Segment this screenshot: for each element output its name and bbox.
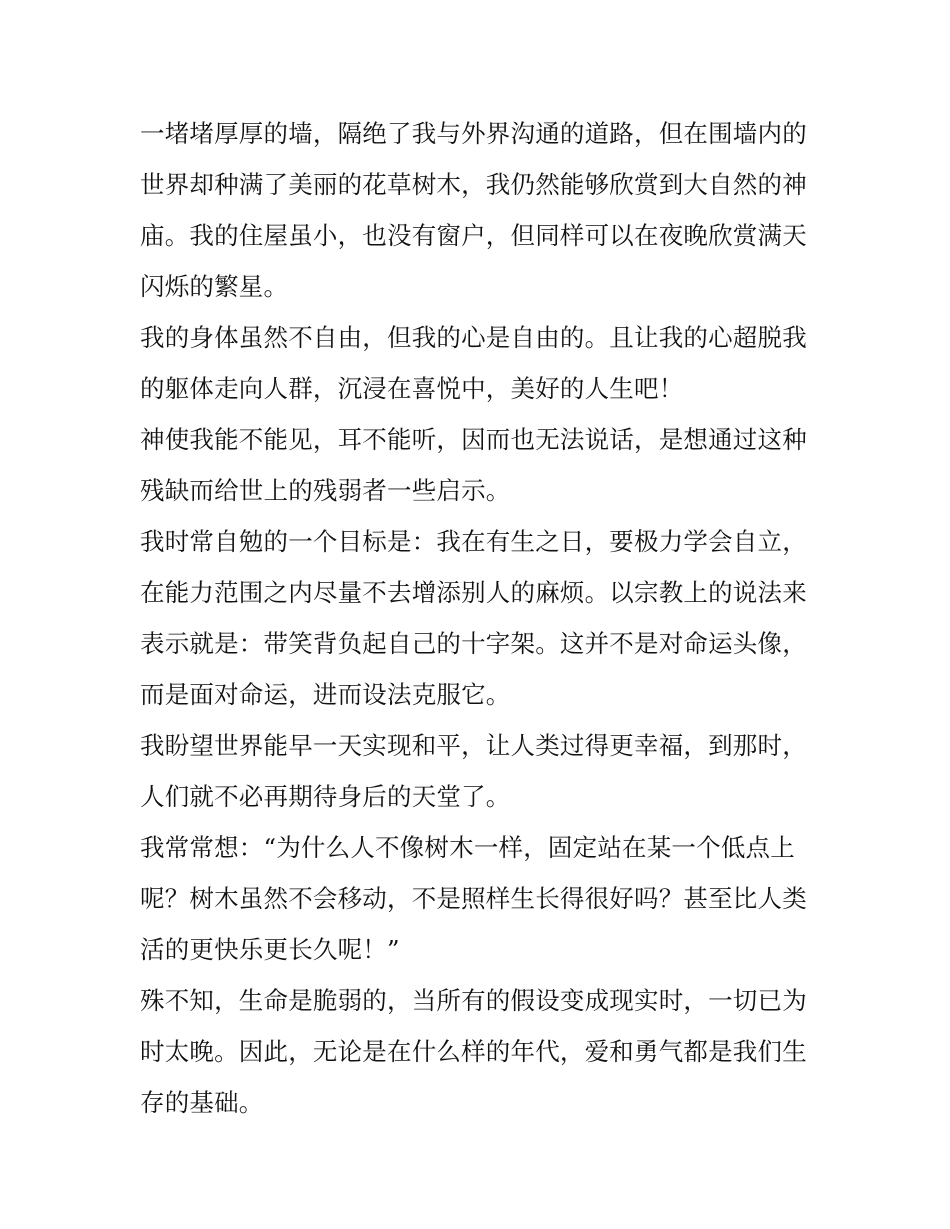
body-text (140, 108, 820, 1128)
text-line: 残缺而给世上的残弱者一些启示。 (140, 476, 511, 505)
text-line: 我常常想：“为什么人不像树木一样，固定站在某一个低点上 (140, 833, 795, 862)
text-line: 时太晚。因此，无论是在什么样的年代，爱和勇气都是我们生 (140, 1037, 807, 1066)
text-line: 的躯体走向人群，沉浸在喜悦中，美好的人生吧！ (140, 374, 684, 403)
text-line: 在能力范围之内尽量不去增添别人的麻烦。以宗教上的说法来 (140, 578, 807, 607)
text-line: 闪烁的繁星。 (140, 272, 289, 301)
paragraph (140, 822, 820, 975)
text-line: 人们就不必再期待身后的天堂了。 (140, 782, 511, 811)
text-line: 一堵堵厚厚的墙，隔绝了我与外界沟通的道路，但在围墙内的 (140, 119, 807, 148)
text-line: 世界却种满了美丽的花草树木，我仍然能够欣赏到大自然的神 (140, 170, 807, 199)
text-line: 活的更快乐更长久呢！” (140, 935, 400, 964)
text-line: 庙。我的住屋虽小，也没有窗户，但同样可以在夜晚欣赏满天 (140, 221, 807, 250)
text-line: 我盼望世界能早一天实现和平，让人类过得更幸福，到那时， (140, 731, 807, 760)
paragraph (140, 414, 820, 516)
text-line: 我时常自勉的一个目标是：我在有生之日，要极力学会自立， (140, 527, 807, 556)
paragraph (140, 108, 820, 312)
paragraph (140, 312, 820, 414)
paragraph (140, 975, 820, 1128)
text-line: 而是面对命运，进而设法克服它。 (140, 680, 511, 709)
text-line: 我的身体虽然不自由，但我的心是自由的。且让我的心超脱我 (140, 323, 807, 352)
paragraph (140, 516, 820, 720)
text-line: 神使我能不能见，耳不能听，因而也无法说话，是想通过这种 (140, 425, 807, 454)
text-line: 呢？树木虽然不会移动，不是照样生长得很好吗？甚至比人类 (140, 884, 807, 913)
text-line: 殊不知，生命是脆弱的，当所有的假设变成现实时，一切已为 (140, 986, 807, 1015)
paragraph (140, 720, 820, 822)
text-line: 存的基础。 (140, 1088, 264, 1117)
text-line: 表示就是：带笑背负起自己的十字架。这并不是对命运头像， (140, 629, 807, 658)
